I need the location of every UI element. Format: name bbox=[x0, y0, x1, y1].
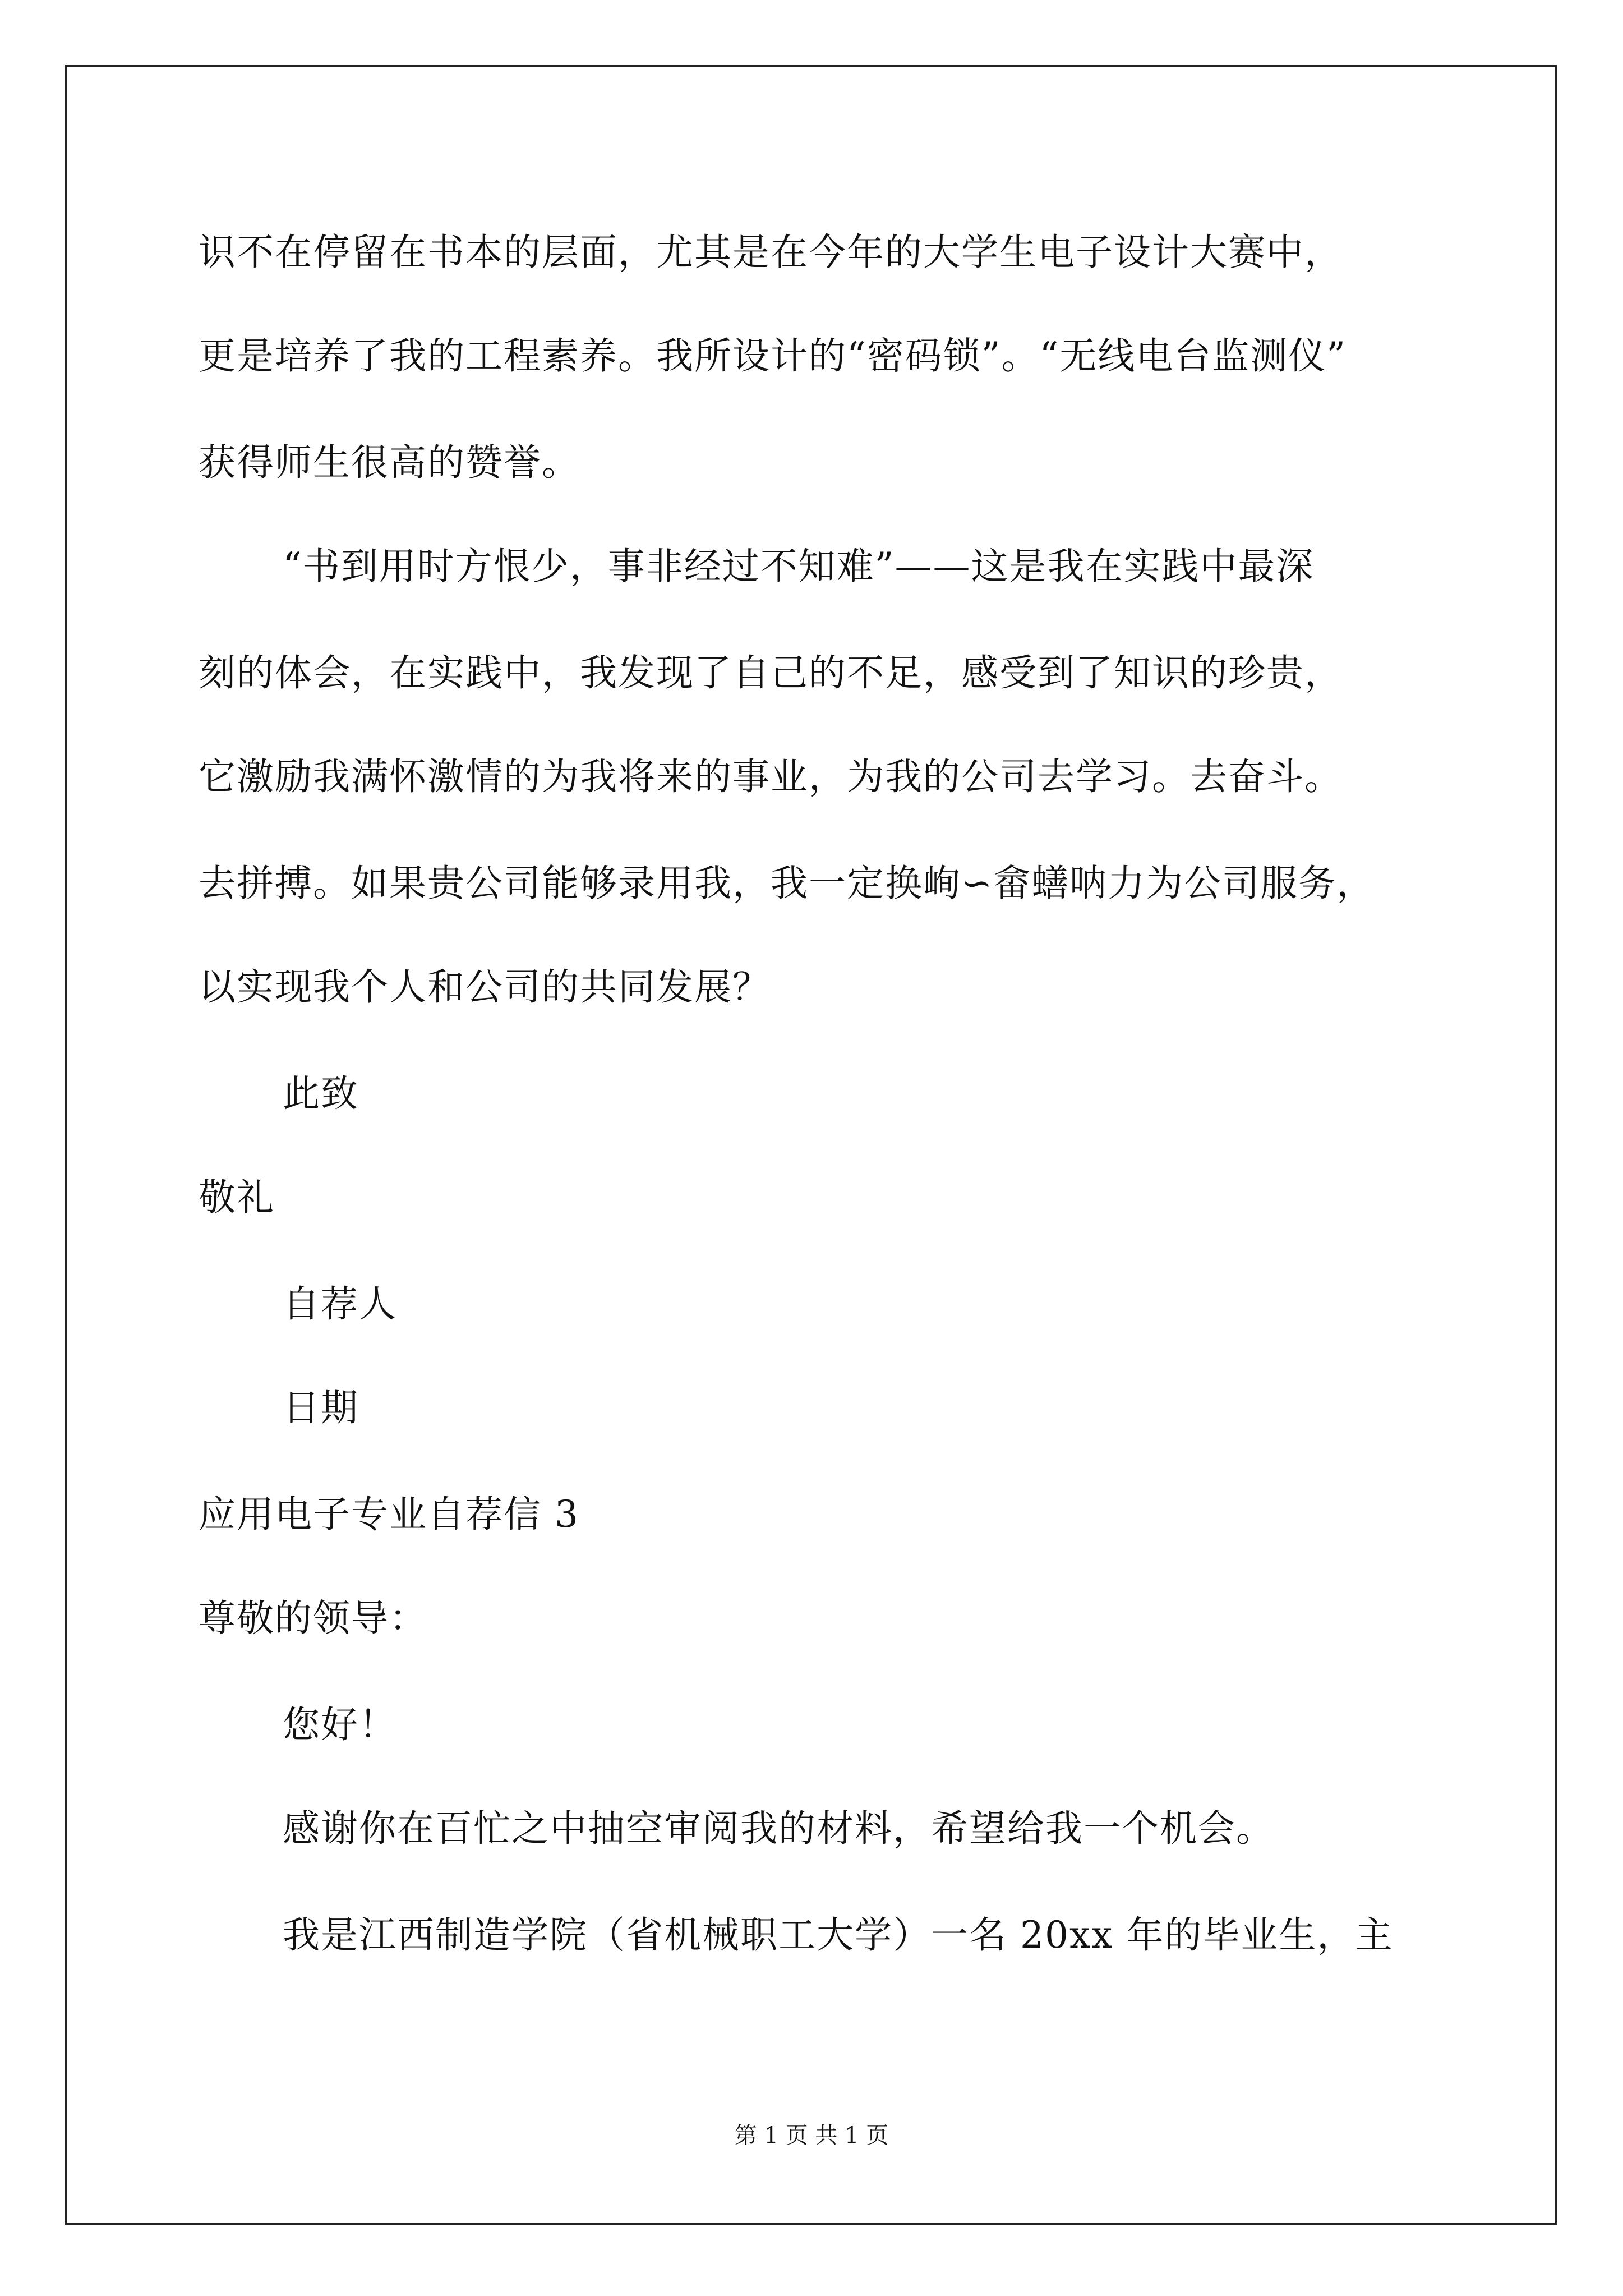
greeting-hello: 您好！ bbox=[283, 1703, 397, 1746]
section-title: 应用电子专业自荐信 3 bbox=[199, 1493, 579, 1536]
closing-salutation: 此致 bbox=[283, 1072, 359, 1115]
paragraph-start-line: “书到用时方恨少，事非经过不知难”——这是我在实践中最深 bbox=[283, 545, 1315, 588]
body-line: 它激励我满怀激情的为我将来的事业，为我的公司去学习。去奋斗。 bbox=[199, 755, 1343, 798]
body-line: 以实现我个人和公司的共同发展？ bbox=[199, 965, 771, 1009]
body-line: 去拼搏。如果贵公司能够录用我，我一定换峋∽畲蟮呐力为公司服务， bbox=[199, 862, 1375, 905]
page-border bbox=[65, 65, 1557, 2225]
closing-regards: 敬礼 bbox=[199, 1176, 275, 1219]
paragraph-start-line: 我是江西制造学院（省机械职工大学）一名 20xx 年的毕业生，主 bbox=[283, 1913, 1394, 1957]
body-line: 刻的体会，在实践中，我发现了自己的不足，感受到了知识的珍贵， bbox=[199, 651, 1343, 694]
greeting-line: 尊敬的领导： bbox=[199, 1596, 427, 1640]
page-footer: 第 1 页 共 1 页 bbox=[734, 2123, 889, 2148]
body-line: 获得师生很高的赞誉。 bbox=[199, 441, 580, 484]
body-line: 更是培养了我的工程素养。我所设计的“密码锁”。“无线电台监测仪” bbox=[199, 334, 1347, 378]
date-label: 日期 bbox=[283, 1386, 359, 1429]
paragraph-start-line: 感谢你在百忙之中抽空审阅我的材料，希望给我一个机会。 bbox=[283, 1807, 1274, 1850]
body-line: 识不在停留在书本的层面，尤其是在今年的大学生电子设计大赛中， bbox=[199, 231, 1343, 274]
signature-label: 自荐人 bbox=[283, 1282, 397, 1326]
